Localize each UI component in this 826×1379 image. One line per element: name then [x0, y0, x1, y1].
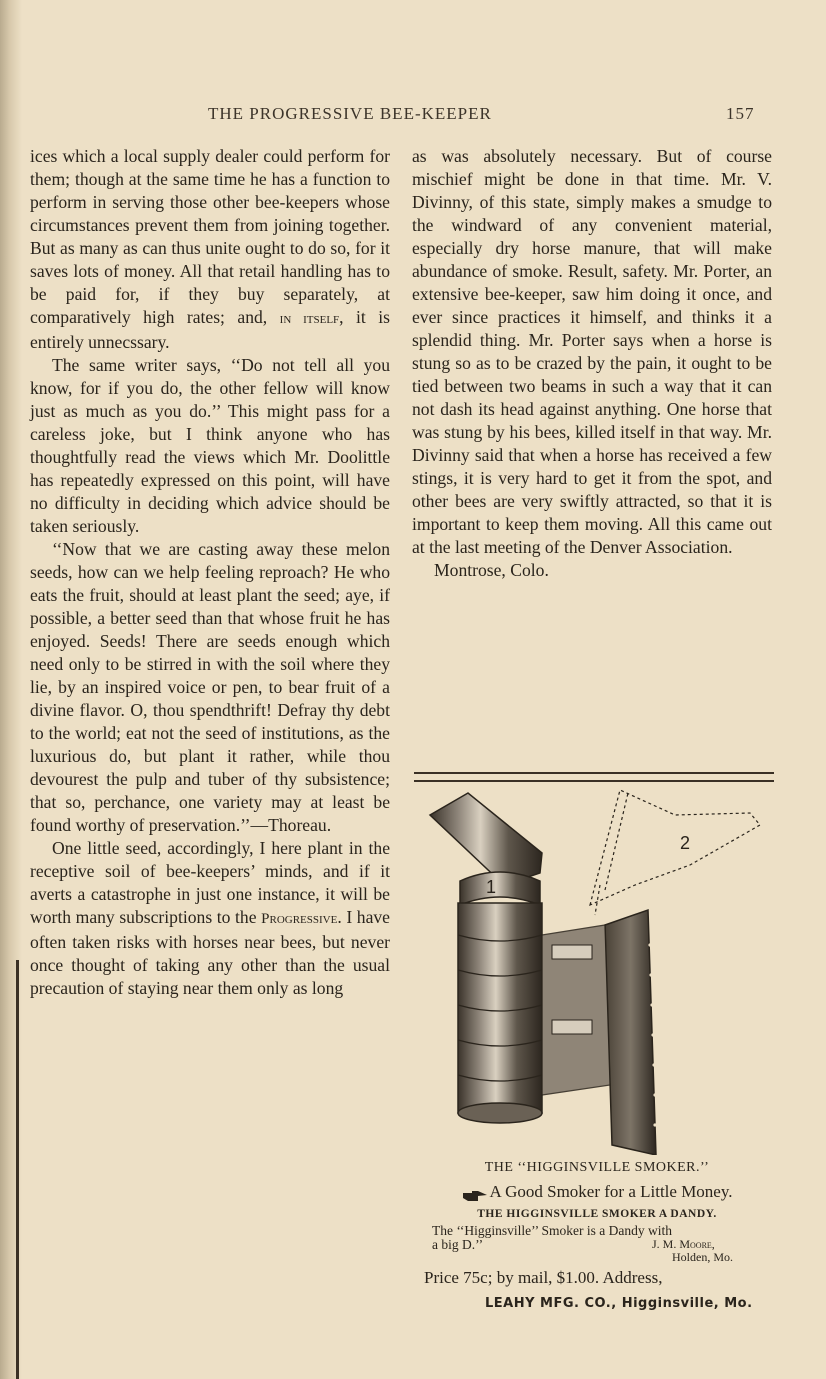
double-rule [414, 772, 774, 782]
figure-label-2: 2 [680, 833, 691, 853]
left-p4-smallcaps: Progressive [261, 911, 338, 927]
left-p1-smallcaps: in itself [279, 311, 340, 327]
left-p4-end: . I have often taken risks with horses near bees, but never once thought of taking any other than the usual precaution of staying near them only as long [30, 907, 390, 998]
left-p1-text: ices which a local supply dealer could perform for them; though at the same time he has a function to perform in serving those other bee-keepers whose circumstances prevent them from joining together. But as many as can thus unite ought to do so, for it saves lots of money. All that retail handling has to be paid for, if they buy separately, at comparatively high rates; and, [30, 146, 390, 327]
testimonial-signature [652, 1238, 733, 1264]
left-paragraph-1 [30, 145, 390, 354]
figure-caption: THE ‘‘HIGGINSVILLE SMOKER.’’ [484, 1160, 710, 1175]
left-paragraph-4 [30, 837, 390, 1000]
ad-price: Price 75c; by mail, $1.00. Address, [424, 1268, 663, 1287]
left-column [30, 145, 390, 1000]
ad-company: LEAHY MFG. CO., Higginsville, Mo. [485, 1296, 753, 1311]
pointing-hand-icon [462, 1187, 488, 1199]
left-paragraph-2: The same writer says, ‘‘Do not tell all you know, for if you do, the other fellow will know just as much as you do.’’ This might pass for a careless joke, but I think anyone who has thoughtfully read the views which Mr. Doolittle has repeatedly expressed on this point, will have no difficulty in deciding which advice should be taken seriously. [30, 355, 390, 536]
tagline-text: A Good Smoker for a Little Money. [489, 1182, 733, 1201]
signature-name: J. M. Moore, [652, 1237, 715, 1251]
smoker-drawing [420, 785, 775, 1155]
smoker-illustration [420, 785, 775, 1155]
journal-title: THE PROGRESSIVE BEE-KEEPER [208, 104, 492, 123]
left-p4-text: One little seed, accordingly, I here plant in the receptive soil of bee-keepers’ minds, and if it averts a catastrophe in just one instance, it will be worth many subscriptions to the [30, 838, 390, 927]
right-column [412, 145, 772, 582]
figure-label-1: 1 [486, 877, 497, 897]
testimonial-line-2: a big D.’’ [432, 1237, 484, 1252]
testimonial-line-1: The ‘‘Higginsville’’ Smoker is a Dandy with [432, 1223, 672, 1238]
running-head [30, 104, 780, 130]
page-edge-line [16, 960, 19, 1379]
right-paragraph-2: Montrose, Colo. [434, 560, 549, 580]
page-number: 157 [726, 104, 755, 123]
signature-place: Holden, Mo. [672, 1250, 733, 1264]
ad-tagline [412, 1182, 782, 1202]
left-p1-end: , it is entirely unnecssary. [30, 307, 390, 352]
ad-subhead: THE HIGGINSVILLE SMOKER A DANDY. [477, 1208, 717, 1220]
right-paragraph-1: as was absolutely necessary. But of course mischief might be done in that time. Mr. V. Divinny, of this state, simply makes a smudge to the windward of any convenient material, especially dry horse manure, that will make abundance of smoke. Result, safety. Mr. Porter, an extensive bee-keeper, saw him doing it once, and ever since practices it himself, and thinks it a splendid thing. Mr. Porter says when a horse is stung so as to be crazed by the pain, it ought to be tied between two beams in such a way that it can not dash its head against anything. One horse that was stung by his bees, killed itself in that way. Mr. Divinny said that when a horse has received a few stings, it is very hard to get it from the spot, and other bees are very swiftly attracted, so that it is important to keep them moving. All this came out at the last meeting of the Denver Association. [412, 146, 772, 557]
left-paragraph-3: ‘‘Now that we are casting away these melon seeds, how can we help feeling reproach? He who eats the fruit, should at least plant the seed; aye, if possible, a better seed than that whose fruit he has enjoyed. Seeds! There are seeds enough which need only to be stirred in with the soil where they lie, by an inspired voice or pen, to bear fruit of a divine flavor. O, thou spendthrift! Defray thy debt to the world; eat not the seed of institutions, as the luxurious do, but plant it rather, while thou devourest the pulp and tuber of thy subsistence; that so, perchance, one variety may at least be found worthy of preservation.’’—Thoreau. [30, 539, 390, 835]
